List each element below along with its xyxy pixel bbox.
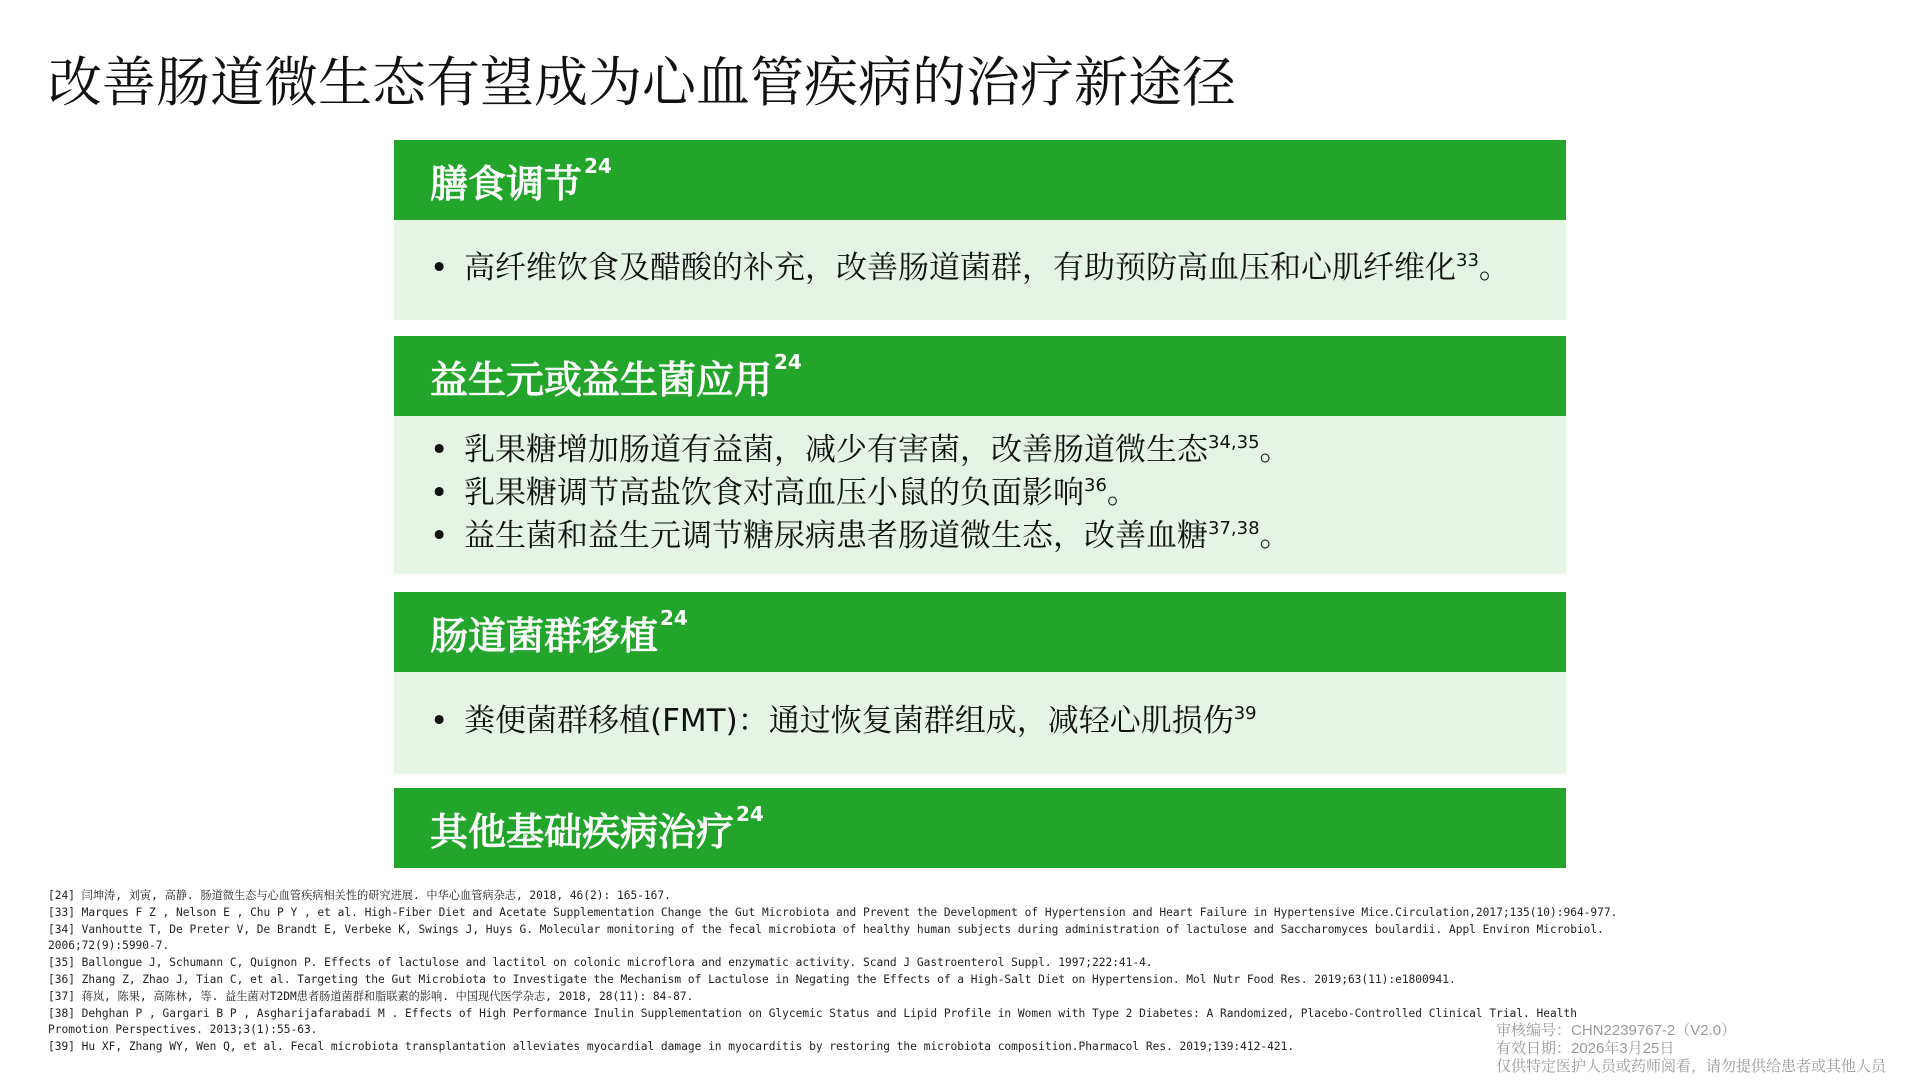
reference-line: [35] Ballongue J, Schumann C, Quignon P. Effects of lactulose and lactitol on colonic microflora and enzymatic activity. Scand J Gastroenterol Suppl. 1997;222:41-4.: [48, 956, 1153, 970]
bullet-dot: •: [430, 431, 449, 468]
bullet-item: [430, 517, 1566, 560]
bullet-dot: •: [430, 702, 449, 739]
section-heading-text: 肠道菌群移植: [430, 613, 659, 658]
section-heading-ref: 24: [660, 606, 688, 630]
section-heading: [394, 592, 1566, 672]
section-heading-text: 膳食调节: [430, 161, 583, 206]
section-heading-ref: 24: [584, 154, 612, 178]
section-heading: [394, 336, 1566, 416]
section-fmt: [394, 592, 1566, 774]
section-prebiotics: [394, 336, 1566, 574]
section-heading-ref: 24: [736, 802, 764, 826]
bullet-tail: 。: [1478, 249, 1510, 286]
bullet-item: [430, 431, 1566, 474]
section-other-treatment: [394, 788, 1566, 868]
section-body: [394, 220, 1566, 320]
section-diet: [394, 140, 1566, 320]
review-valid-date: 有效日期：2026年3月25日: [1496, 1040, 1675, 1057]
bullet-tail: 。: [1259, 517, 1291, 554]
reference-line: [34] Vanhoutte T, De Preter V, De Brandt E, Verbeke K, Swings J, Huys G. Molecular monitoring of the fecal microbiota of healthy human subjects during administration of lactulose and Saccharomyces boulardii. Appl Environ Microbiol.: [48, 922, 1604, 936]
section-heading-ref: 24: [774, 350, 802, 374]
bullet-dot: •: [430, 474, 449, 511]
bullet-ref: 34,35: [1208, 431, 1260, 453]
section-heading-text: 其他基础疾病治疗: [430, 809, 735, 854]
bullet-item: [430, 249, 1566, 292]
reference-line: [39] Hu XF, Zhang WY, Wen Q, et al. Fecal microbiota transplantation alleviates myocardial damage in myocarditis by restoring the microbiota composition.Pharmacol Res. 2019;139:412-421.: [48, 1040, 1295, 1054]
bullet-text: 粪便菌群移植(FMT)：通过恢复菌群组成，减轻心肌损伤: [464, 702, 1234, 739]
bullet-text: 益生菌和益生元调节糖尿病患者肠道微生态，改善血糖: [464, 517, 1208, 554]
bullet-text: 乳果糖增加肠道有益菌，减少有害菌，改善肠道微生态: [464, 431, 1208, 468]
reference-line: [24] 闫坤涛, 刘寅, 高静. 肠道微生态与心血管疾病相关性的研究进展. 中华心血管病杂志, 2018, 46(2): 165-167.: [48, 889, 671, 902]
section-heading: [394, 140, 1566, 220]
bullet-ref: 39: [1233, 702, 1257, 724]
bullet-text: 乳果糖调节高盐饮食对高血压小鼠的负面影响: [464, 474, 1084, 511]
reference-line: Promotion Perspectives. 2013;3(1):55-63.: [48, 1023, 318, 1037]
reference-line: [38] Dehghan P , Gargari B P , Asgharijafarabadi M . Effects of High Performance Inulin Supplementation on Glycemic Status and Lipid Profile in Women with Type 2 Diabetes: A Randomized, Placebo-Controlled Clinical Trial. Health: [48, 1006, 1577, 1020]
bullet-tail: 。: [1259, 431, 1291, 468]
bullet-tail: 。: [1106, 474, 1138, 511]
section-body: [394, 672, 1566, 774]
bullet-ref: 33: [1456, 249, 1479, 271]
review-info: [1496, 1022, 1886, 1076]
reference-line: [33] Marques F Z , Nelson E , Chu P Y , et al. High-Fiber Diet and Acetate Supplementation Change the Gut Microbiota and Prevent the Development of Hypertension and Heart Failure in Hypertensive Mice.Circulation,2017;135(10):964-977.: [48, 905, 1618, 919]
reference-line: [37] 蒋岚, 陈果, 高陈林, 等. 益生菌对T2DM患者肠道菌群和脂联素的影响. 中国现代医学杂志, 2018, 28(11): 84-87.: [48, 989, 694, 1003]
page-title: 改善肠道微生态有望成为心血管疾病的治疗新途径: [48, 51, 1236, 114]
section-body: [394, 416, 1566, 574]
bullet-item: [430, 702, 1566, 745]
bullet-dot: •: [430, 249, 449, 286]
bullet-dot: •: [430, 517, 449, 554]
reference-line: [36] Zhang Z, Zhao J, Tian C, et al. Targeting the Gut Microbiota to Investigate the Mechanism of Lactulose in Negating the Effects of a High-Salt Diet on Hypertension. Mol Nutr Food Res. 2019;63(11):e1800941.: [48, 972, 1456, 986]
bullet-text: 高纤维饮食及醋酸的补充，改善肠道菌群，有助预防高血压和心肌纤维化: [464, 249, 1456, 286]
reference-line: 2006;72(9):5990-7.: [48, 939, 170, 953]
bullet-item: [430, 474, 1566, 517]
references: [48, 888, 1708, 1056]
section-heading: [394, 788, 1566, 868]
bullet-ref: 36: [1084, 474, 1107, 496]
bullet-ref: 37,38: [1208, 517, 1260, 539]
review-notice: 仅供特定医护人员或药师阅看，请勿提供给患者或其他人员: [1496, 1058, 1887, 1075]
section-heading-text: 益生元或益生菌应用: [430, 357, 773, 402]
review-code: 审核编号：CHN2239767-2（V2.0）: [1496, 1022, 1737, 1039]
